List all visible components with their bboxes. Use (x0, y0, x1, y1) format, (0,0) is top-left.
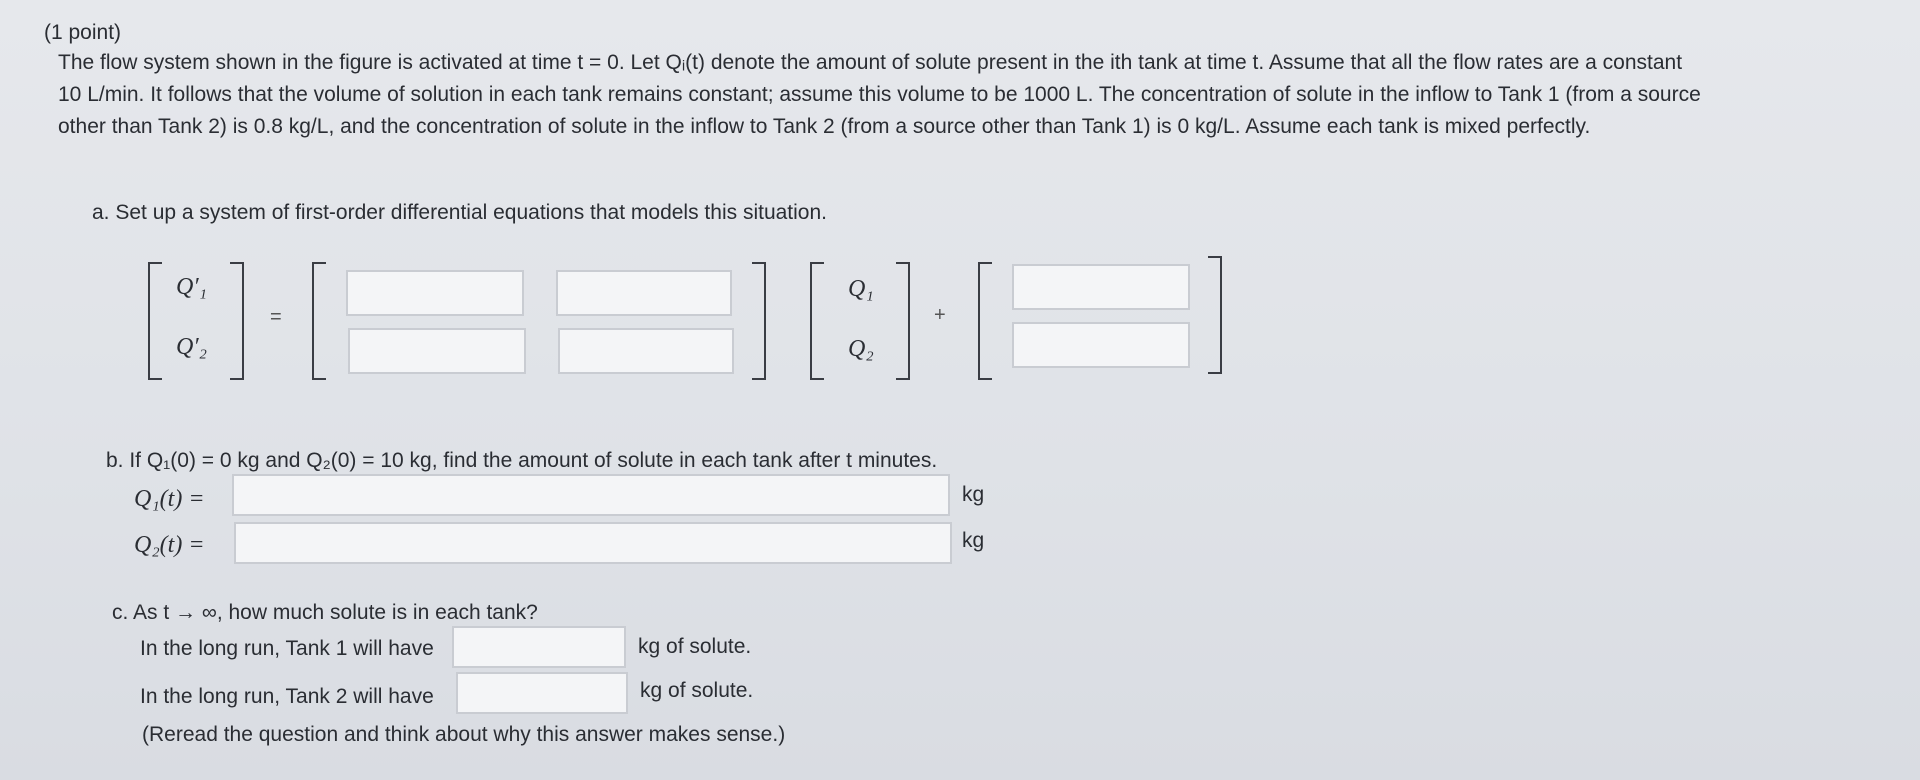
matrix-right-bracket (752, 262, 766, 380)
q1-label: Q₁(t) = (134, 486, 205, 512)
tank1-label: In the long run, Tank 1 will have (140, 637, 434, 660)
tank2-unit: kg of solute. (640, 679, 754, 702)
equals-sign: = (270, 306, 282, 328)
matrix-left-bracket (312, 262, 326, 380)
part-a-prompt: a. Set up a system of first-order differential equations that models this situation. (92, 201, 827, 224)
q1-unit: kg (962, 483, 985, 506)
tank2-answer-input[interactable] (456, 672, 628, 714)
vec-right-bracket (896, 262, 910, 380)
part-c-prompt: c. As t → ∞, how much solute is in each tank? (112, 601, 538, 624)
lhs-left-bracket (148, 262, 162, 380)
const-left-bracket (978, 262, 992, 380)
q2-answer-input[interactable] (234, 522, 952, 564)
const-b1-input[interactable] (1012, 264, 1190, 310)
const-b2-input[interactable] (1012, 322, 1190, 368)
reread-note: (Reread the question and think about why this answer makes sense.) (142, 723, 786, 746)
matrix-a12-input[interactable] (556, 270, 732, 316)
q2-unit: kg (962, 529, 985, 552)
points-label: (1 point) (44, 21, 122, 44)
matrix-a22-input[interactable] (558, 328, 734, 374)
lhs-right-bracket (230, 262, 244, 380)
part-b-prompt: b. If Q₁(0) = 0 kg and Q₂(0) = 10 kg, find the amount of solute in each tank after t minutes. (106, 449, 938, 472)
problem-line-2: 10 L/min. It follows that the volume of solution in each tank remains constant; assume this volume to be 1000 L. The concentration of solute in the inflow to Tank 1 (from a source (58, 83, 1701, 106)
matrix-a11-input[interactable] (346, 270, 524, 316)
problem-line-1: The flow system shown in the figure is activated at time t = 0. Let Qᵢ(t) denote the amount of solute present in the ith tank at time t. Assume that all the flow rates are a constant (58, 51, 1683, 74)
plus-sign: + (934, 304, 946, 326)
tank2-label: In the long run, Tank 2 will have (140, 685, 434, 708)
vec-top-label: Q₁ (848, 276, 874, 302)
vec-left-bracket (810, 262, 824, 380)
q2-label: Q₂(t) = (134, 532, 205, 558)
lhs-top-label: Q′₁ (176, 274, 207, 300)
tank1-unit: kg of solute. (638, 635, 752, 658)
lhs-bottom-label: Q′₂ (176, 334, 207, 360)
const-right-bracket (1208, 256, 1222, 374)
problem-line-3: other than Tank 2) is 0.8 kg/L, and the concentration of solute in the inflow to Tank 2 (from a source other than Tank 1) is 0 kg/L. Assume each tank is mixed perfectly. (58, 115, 1591, 138)
q1-answer-input[interactable] (232, 474, 950, 516)
vec-bottom-label: Q₂ (848, 336, 874, 362)
matrix-a21-input[interactable] (348, 328, 526, 374)
tank1-answer-input[interactable] (452, 626, 626, 668)
